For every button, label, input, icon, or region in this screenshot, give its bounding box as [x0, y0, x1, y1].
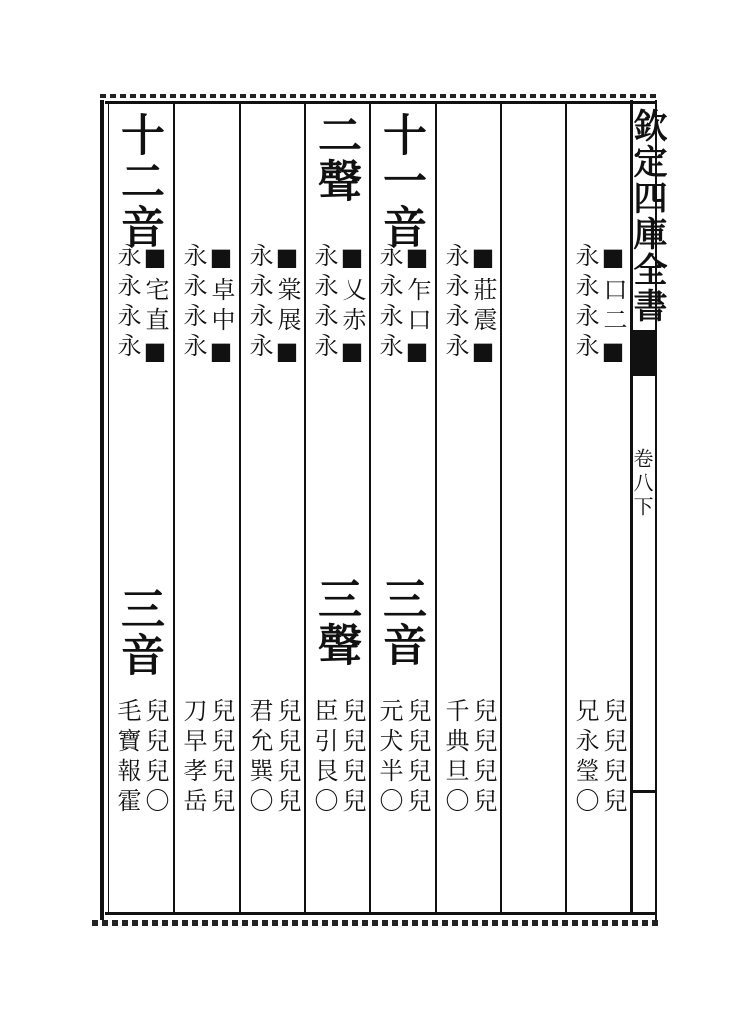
- syllable-row: 兒兒兒兒: [273, 698, 301, 818]
- syllable-row: ■棠展■: [273, 243, 301, 371]
- syllable-row: 永永永永: [571, 243, 599, 363]
- syllable-row: 兄永瑩〇: [571, 698, 599, 818]
- column-divider: [500, 104, 502, 912]
- syllable-row: ■乂赤■: [338, 243, 366, 371]
- column-divider: [435, 104, 437, 912]
- syllable-row: 永永永永: [245, 243, 273, 363]
- frame-left-inner: [108, 104, 109, 912]
- margin-rule: [633, 790, 655, 793]
- syllable-row: 兒兒兒兒: [207, 698, 235, 818]
- syllable-row: 兒兒兒兒: [403, 698, 431, 818]
- syllable-row: ■口二■: [599, 243, 627, 371]
- column-divider: [565, 104, 567, 912]
- frame-bottom: [105, 912, 655, 915]
- section-heading: 三音: [375, 576, 426, 668]
- syllable-row: 千典旦〇: [441, 698, 469, 818]
- syllable-row: 兒兒兒兒: [599, 698, 627, 818]
- syllable-row: ■乍口■: [403, 243, 431, 371]
- section-heading: 十二音: [113, 112, 164, 250]
- syllable-row: 元犬半〇: [375, 698, 403, 818]
- syllable-row: ■卓中■: [207, 243, 235, 371]
- section-heading: 三聲: [310, 576, 361, 668]
- syllable-row: 毛寶報霍: [113, 698, 141, 818]
- column-divider: [173, 104, 175, 912]
- chapter-label: 卷八下: [630, 448, 654, 520]
- top-border-noise: [100, 94, 660, 98]
- syllable-row: ■莊震■: [469, 243, 497, 371]
- syllable-row: 兒兒兒兒: [338, 698, 366, 818]
- syllable-row: 永永永永: [375, 243, 403, 363]
- syllable-row: 兒兒兒兒: [469, 698, 497, 818]
- syllable-row: 刀早孝岳: [179, 698, 207, 818]
- syllable-row: 永永永永: [113, 243, 141, 363]
- section-heading: 十一音: [375, 112, 426, 250]
- syllable-row: ■宅直■: [141, 243, 169, 371]
- section-heading: 三音: [113, 586, 164, 678]
- bottom-border-noise: [92, 920, 662, 926]
- column-divider: [239, 104, 241, 912]
- fishtail-top: [633, 330, 655, 376]
- column-divider: [369, 104, 371, 912]
- frame-left-outer: [100, 100, 104, 920]
- syllable-row: 永永永永: [179, 243, 207, 363]
- book-title: 欽定四庫全書: [627, 108, 667, 324]
- syllable-row: 兒兒兒〇: [141, 698, 169, 818]
- syllable-row: 君允巽〇: [245, 698, 273, 818]
- section-heading: 二聲: [310, 112, 361, 204]
- column-divider: [304, 104, 306, 912]
- syllable-row: 永永永永: [441, 243, 469, 363]
- frame-top: [105, 101, 655, 104]
- syllable-row: 永永永永: [310, 243, 338, 363]
- syllable-row: 臣引艮〇: [310, 698, 338, 818]
